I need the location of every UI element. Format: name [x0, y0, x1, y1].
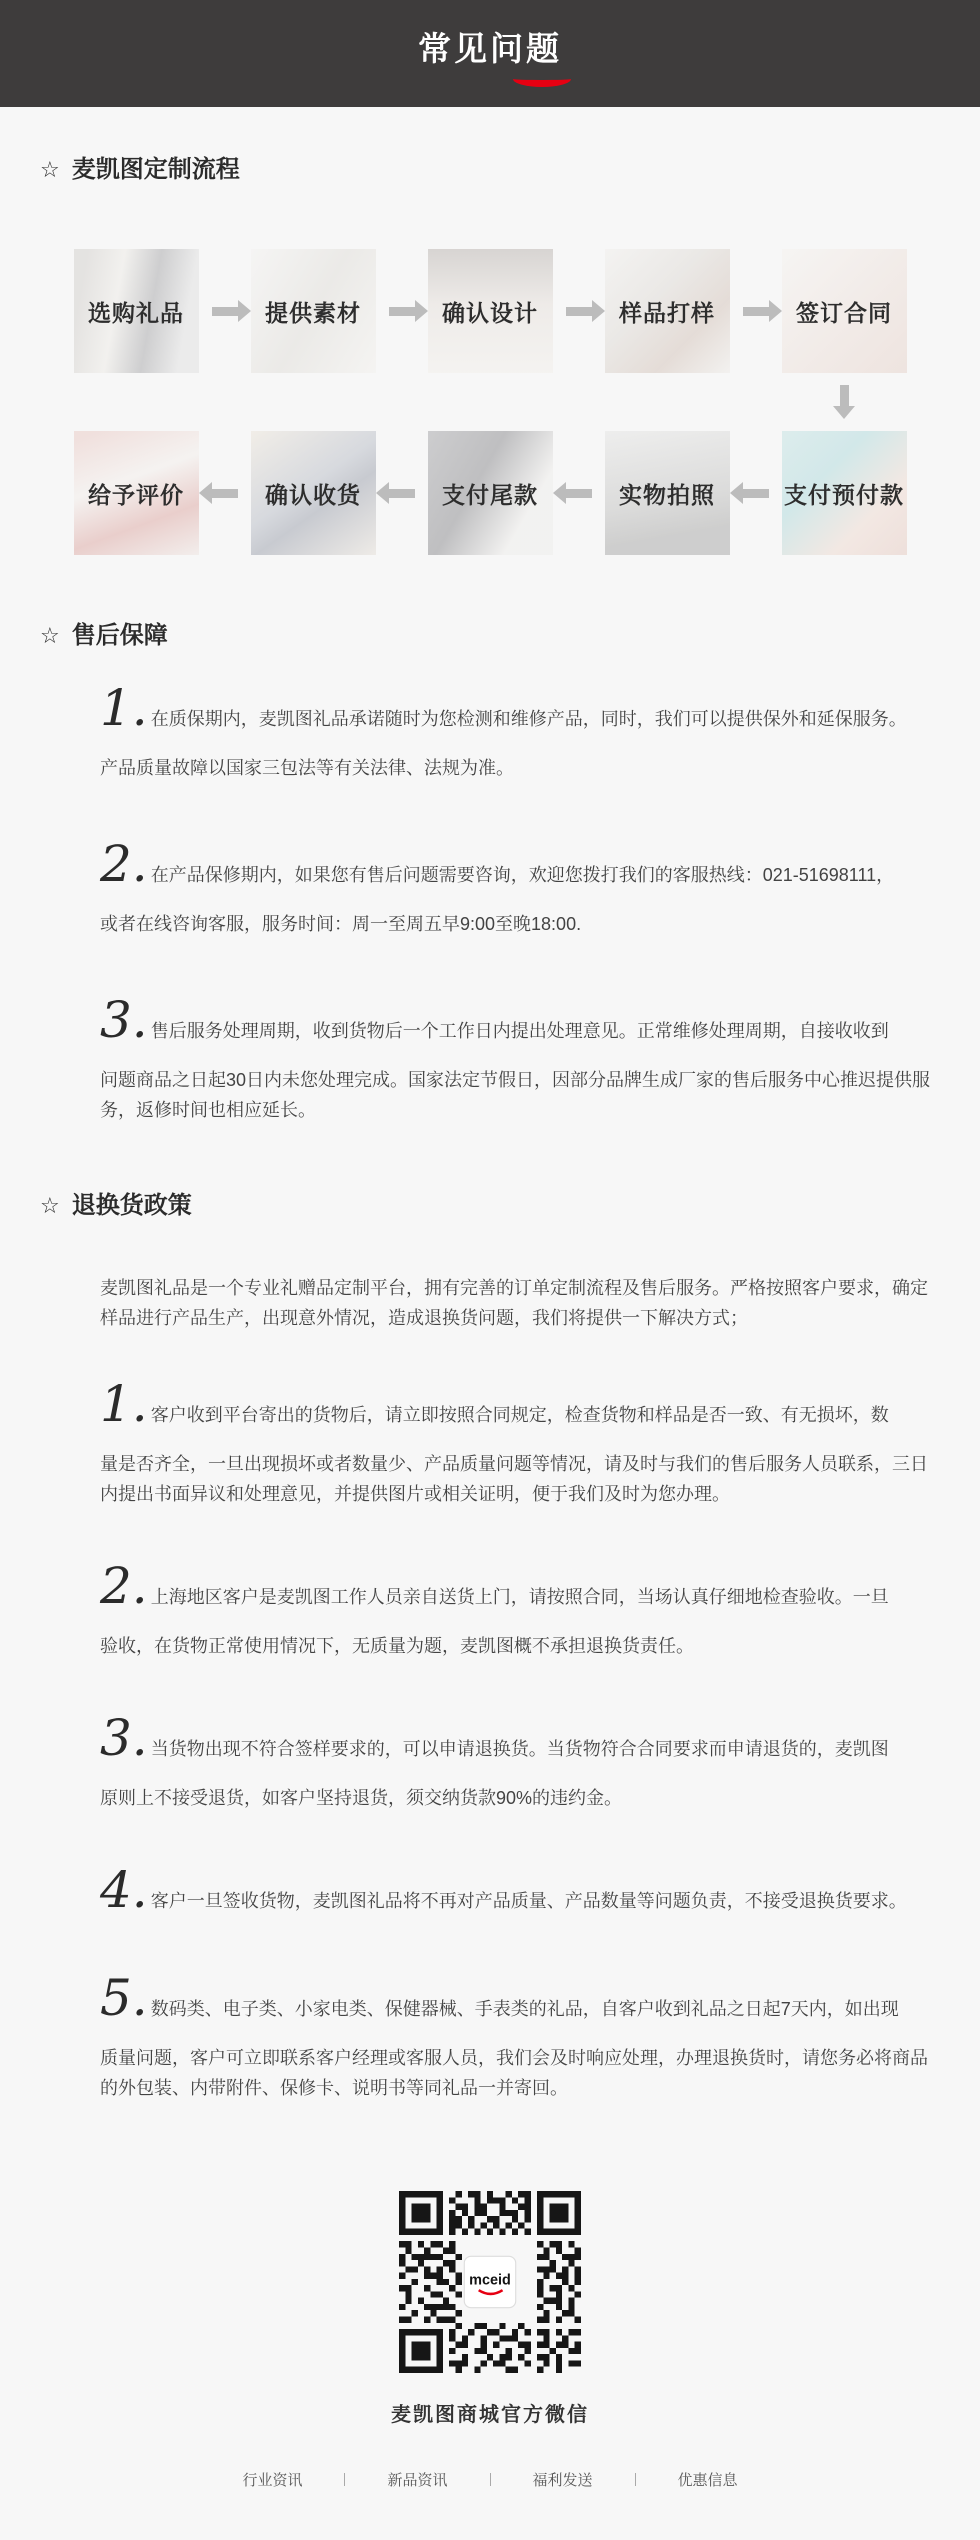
process-step-provide-material: [251, 249, 376, 373]
item-number: 3.: [100, 991, 148, 1049]
footer-link-promotions[interactable]: 优惠信息: [677, 2472, 738, 2489]
footer-link-new-products[interactable]: 新品资讯: [387, 2472, 448, 2489]
returns-item-4: [100, 1861, 935, 1919]
arrow-cell: [730, 489, 782, 498]
item-rest-text: 产品质量故障以国家三包法等有关法律、法规为准。: [100, 758, 514, 778]
qr-center-logo: [464, 2256, 515, 2307]
arrow-right-icon: [212, 307, 238, 316]
step-label: 支付预付款: [784, 481, 904, 508]
returns-item-3: [100, 1709, 935, 1813]
step-label: 给予评价: [88, 481, 184, 508]
arrow-cell: [553, 489, 605, 498]
process-flow-row2: [74, 431, 907, 555]
returns-content: [100, 1273, 935, 2103]
qr-svg: [399, 2191, 581, 2373]
item-lead: [100, 1709, 935, 1767]
step-label: 签订合同: [796, 299, 892, 326]
arrow-down-icon: [840, 385, 849, 406]
section-title-text: 售后保障: [71, 622, 168, 649]
item-lead-text: 在质保期内，麦凯图礼品承诺随时为您检测和维修产品，同时，我们可以提供保外和延保服务。: [150, 709, 907, 729]
wechat-block: [0, 2191, 980, 2427]
wechat-caption: 麦凯图商城官方微信: [391, 2404, 589, 2426]
arrow-cell: [199, 307, 251, 316]
item-lead-text: 当货物出现不符合签样要求的，可以申请退换货。当货物符合合同要求而申请退货的，麦凯图: [150, 1739, 889, 1759]
step-label: 样品打样: [619, 299, 715, 326]
after-sales-item-2: [100, 835, 935, 939]
step-label: 提供素材: [265, 299, 361, 326]
star-icon: ☆: [40, 623, 60, 648]
page-title: 常见问题: [418, 30, 562, 67]
item-lead-text: 客户一旦签收货物，麦凯图礼品将不再对产品质量、产品数量等问题负责，不接受退换货要求。: [150, 1891, 907, 1911]
item-lead: [100, 1557, 935, 1615]
process-step-select-gift: [74, 249, 199, 373]
process-step-sample-proof: [605, 249, 730, 373]
section-title-text: 退换货政策: [71, 1192, 192, 1219]
item-number: 1.: [100, 1375, 148, 1433]
item-lead-text: 上海地区客户是麦凯图工作人员亲自送货上门，请按照合同，当场认真仔细地检查验收。一旦: [150, 1587, 889, 1607]
item-lead: [100, 991, 935, 1049]
item-lead-text: 售后服务处理周期，收到货物后一个工作日内提出处理意见。正常维修处理周期，自接收收到: [150, 1021, 889, 1041]
item-lead-text: 客户收到平台寄出的货物后，请立即按照合同规定，检查货物和样品是否一致、有无损坏，数: [150, 1405, 889, 1425]
arrow-right-icon: [566, 307, 592, 316]
process-step-give-review: [74, 431, 199, 555]
returns-intro: 麦凯图礼品是一个专业礼赠品定制平台，拥有完善的订单定制流程及售后服务。严格按照客户要求，确定样品进行产品生产，出现意外情况，造成退换货问题，我们将提供一下解决方式；: [100, 1278, 928, 1328]
item-lead: [100, 1969, 935, 2027]
process-flow: [0, 249, 980, 555]
footer-nav: [0, 2469, 980, 2540]
arrow-cell: [782, 385, 907, 406]
step-label: 选购礼品: [88, 299, 184, 326]
returns-item-5: [100, 1969, 935, 2103]
item-number: 2.: [100, 1557, 148, 1615]
section-title-text: 麦凯图定制流程: [71, 156, 240, 183]
returns-item-2: [100, 1557, 935, 1661]
footer-divider: [344, 2473, 345, 2486]
after-sales-items: [100, 679, 935, 1125]
arrow-right-icon: [389, 307, 415, 316]
item-number: 3.: [100, 1709, 148, 1767]
step-label: 实物拍照: [619, 481, 715, 508]
process-step-pay-balance: [428, 431, 553, 555]
item-rest-text: 或者在线咨询客服，服务时间：周一至周五早9:00至晚18:00.: [100, 914, 582, 934]
arrow-right-icon: [743, 307, 769, 316]
process-step-photo-product: [605, 431, 730, 555]
item-lead: [100, 1861, 935, 1919]
step-label: 确认设计: [442, 299, 538, 326]
item-number: 2.: [100, 835, 148, 893]
arrow-left-icon: [743, 489, 769, 498]
smile-underline-icon: [513, 71, 571, 87]
process-flow-row1: [74, 249, 907, 373]
item-lead: [100, 835, 935, 893]
footer-divider: [635, 2473, 636, 2486]
item-number: 5.: [100, 1969, 148, 2027]
section-title-returns: [40, 1189, 980, 1223]
header-banner: [0, 0, 980, 107]
item-rest-text: 量是否齐全，一旦出现损坏或者数量少、产品质量问题等情况，请及时与我们的售后服务人员联系，三日内提出书面异议和处理意见，并提供图片或相关证明，便于我们及时为您办理。: [100, 1454, 928, 1504]
flow-turn-row: [74, 373, 907, 431]
qr-logo-text: mceid: [469, 2272, 511, 2289]
arrow-cell: [376, 307, 428, 316]
section-title-after-sales: [40, 619, 980, 653]
arrow-left-icon: [212, 489, 238, 498]
process-step-sign-contract: [782, 249, 907, 373]
star-icon: ☆: [40, 1193, 60, 1218]
process-step-confirm-receipt: [251, 431, 376, 555]
arrow-left-icon: [389, 489, 415, 498]
footer-divider: [490, 2473, 491, 2486]
item-lead-text: 数码类、电子类、小家电类、保健器械、手表类的礼品，自客户收到礼品之日起7天内，如出现: [150, 1999, 899, 2019]
item-rest-text: 原则上不接受退货，如客户坚持退货，须交纳货款90%的违约金。: [100, 1788, 623, 1808]
arrow-left-icon: [566, 489, 592, 498]
star-icon: ☆: [40, 157, 60, 182]
after-sales-item-3: [100, 991, 935, 1125]
process-step-confirm-design: [428, 249, 553, 373]
after-sales-item-1: [100, 679, 935, 783]
arrow-cell: [553, 307, 605, 316]
item-rest-text: 验收，在货物正常使用情况下，无质量为题，麦凯图概不承担退换货责任。: [100, 1636, 694, 1656]
item-lead: [100, 679, 935, 737]
item-number: 1.: [100, 679, 148, 737]
item-lead-text: 在产品保修期内，如果您有售后问题需要咨询，欢迎您拨打我们的客服热线：021-51698111，: [150, 865, 895, 885]
footer-link-benefits[interactable]: 福利发送: [532, 2472, 593, 2489]
footer-link-industry-news[interactable]: 行业资讯: [242, 2472, 303, 2489]
section-title-process: [40, 153, 980, 187]
arrow-cell: [730, 307, 782, 316]
item-rest-text: 质量问题，客户可立即联系客户经理或客服人员，我们会及时响应处理，办理退换货时，请您务必将商品的外包装、内带附件、保修卡、说明书等同礼品一并寄回。: [100, 2048, 928, 2098]
step-label: 支付尾款: [442, 481, 538, 508]
arrow-cell: [376, 489, 428, 498]
item-rest-text: 问题商品之日起30日内未您处理完成。国家法定节假日，因部分品牌生成厂家的售后服务中心推迟提供服务，返修时间也相应延长。: [100, 1070, 931, 1120]
item-lead: [100, 1375, 935, 1433]
arrow-cell: [199, 489, 251, 498]
item-number: 4.: [100, 1861, 148, 1919]
returns-item-1: [100, 1375, 935, 1509]
process-step-pay-advance: [782, 431, 907, 555]
wechat-qr-code: [399, 2191, 581, 2373]
step-label: 确认收货: [265, 481, 361, 508]
